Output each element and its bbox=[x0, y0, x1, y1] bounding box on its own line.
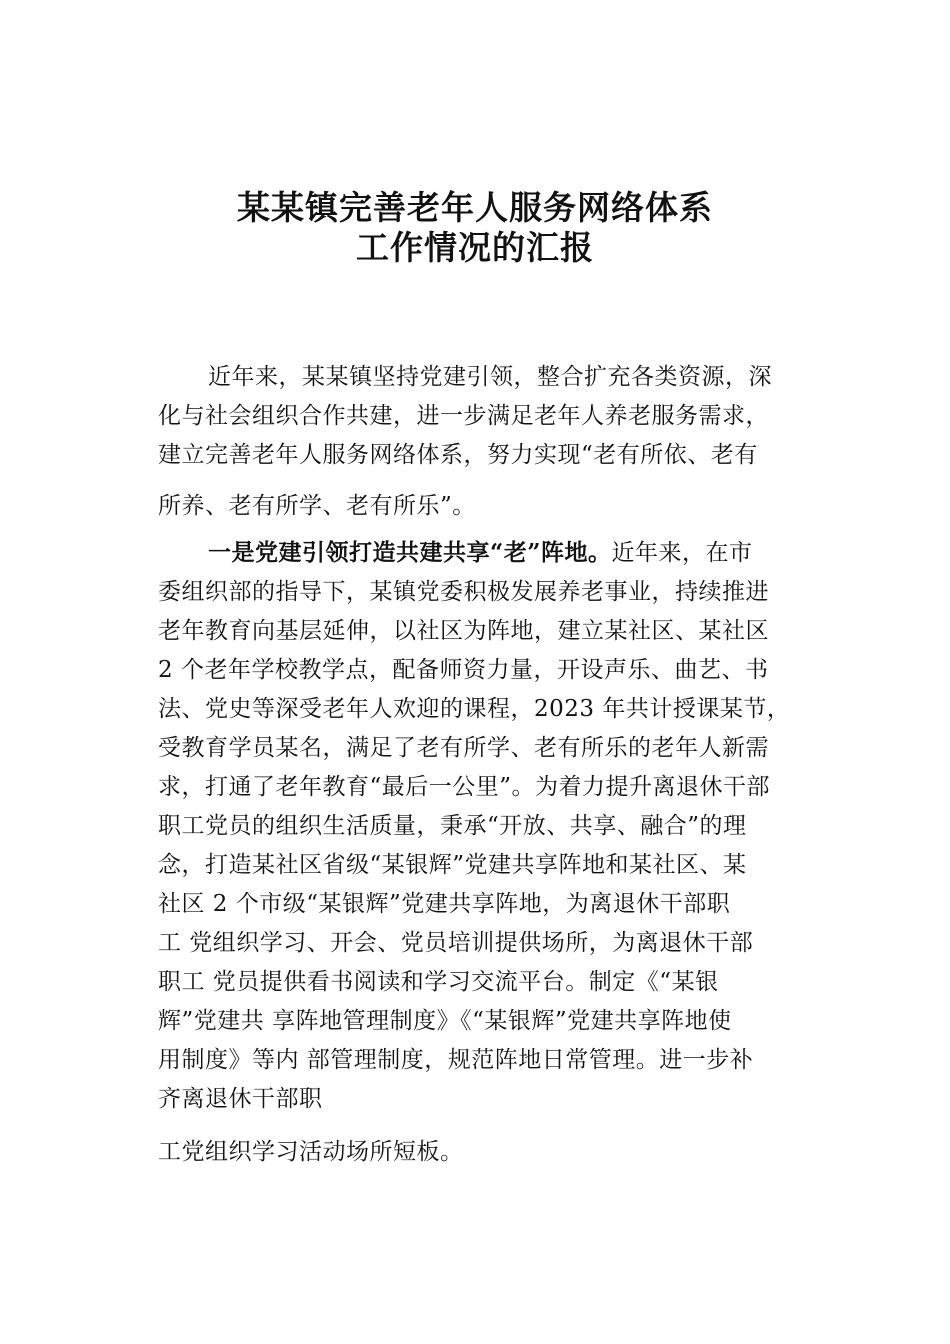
paragraph-2-line-5: 法、党史等深受老年人欢迎的课程，2023 年共计授课某节， bbox=[158, 696, 791, 722]
document-title-line-2: 工作情况的汇报 bbox=[356, 228, 594, 267]
paragraph-2-line-10: 社区 2 个市级“某银辉”党建共享阵地，为离退休干部职 bbox=[158, 891, 731, 917]
document-title-line-1: 某某镇完善老年人服务网络体系 bbox=[237, 188, 713, 227]
paragraph-2-line-14: 用制度》等内 部管理制度，规范阵地日常管理。进一步补 bbox=[158, 1047, 754, 1073]
paragraph-2-line-8: 职工党员的组织生活质量，秉承“开放、共享、融合”的理 bbox=[158, 813, 747, 839]
paragraph-2-line-13: 辉”党建共 享阵地管理制度》《“某银辉”党建共享阵地使 bbox=[158, 1008, 732, 1034]
paragraph-2-line-9: 念，打造某社区省级“某银辉”党建共享阵地和某社区、某 bbox=[158, 852, 747, 878]
paragraph-2-first-rest: 近年来，在市 bbox=[611, 540, 753, 566]
paragraph-2-line-1 bbox=[208, 538, 752, 568]
paragraph-1-line-3: 建立完善老年人服务网络体系，努力实现“老有所依、老有 bbox=[158, 442, 758, 468]
paragraph-1-line-4: 所养、老有所学、老有所乐”。 bbox=[158, 493, 476, 519]
paragraph-3-line-1: 工党组织学习活动场所短板。 bbox=[158, 1139, 464, 1165]
paragraph-2-line-2: 委组织部的指导下，某镇党委积极发展养老事业，持续推进 bbox=[158, 579, 769, 605]
paragraph-2-line-11: 工 党组织学习、开会、党员培训提供场所，为离退休干部 bbox=[158, 930, 754, 956]
paragraph-2-line-7: 求，打通了老年教育“最后一公里”。为着力提升离退休干部 bbox=[158, 774, 771, 800]
paragraph-2-line-3: 老年教育向基层延伸，以社区为阵地，建立某社区、某社区 bbox=[158, 618, 769, 644]
paragraph-2-line-4: 2 个老年学校教学点，配备师资力量，开设声乐、曲艺、书 bbox=[158, 657, 769, 683]
paragraph-2-line-6: 受教育学员某名，满足了老有所学、老有所乐的老年人新需 bbox=[158, 735, 769, 761]
paragraph-2-heading: 一是党建引领打造共建共享“老”阵地。 bbox=[208, 539, 612, 566]
paragraph-2-line-12: 职工 党员提供看书阅读和学习交流平台。制定《“某银 bbox=[158, 969, 719, 995]
paragraph-1-line-1: 近年来，某某镇坚持党建引领，整合扩充各类资源，深 bbox=[208, 364, 772, 390]
paragraph-2-line-15: 齐离退休干部职 bbox=[158, 1086, 323, 1112]
paragraph-1-line-2: 化与社会组织合作共建，进一步满足老年人养老服务需求， bbox=[158, 403, 769, 429]
